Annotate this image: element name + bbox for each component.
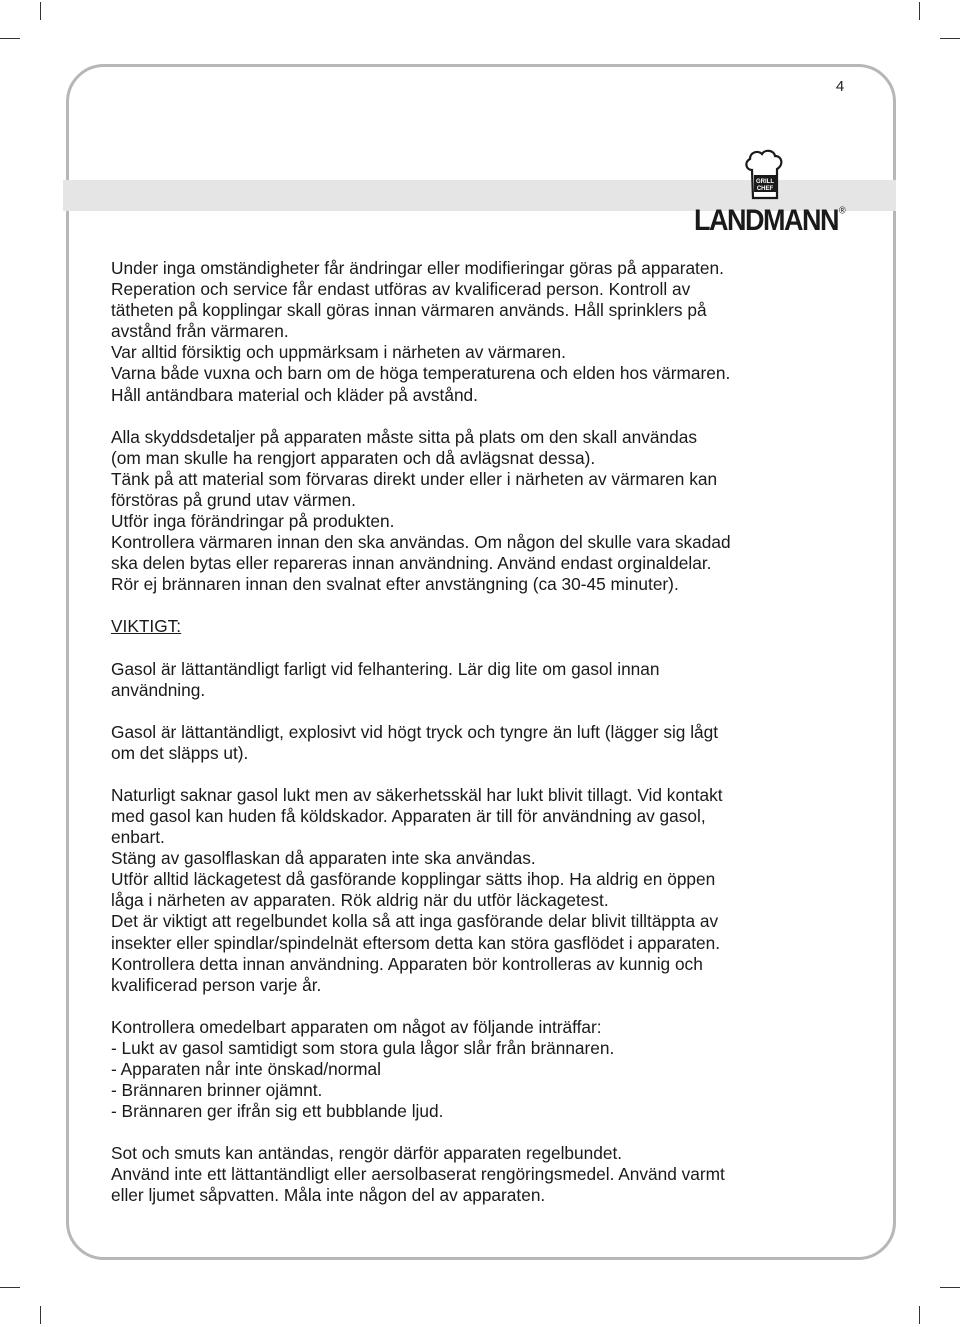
registered-mark: ® xyxy=(838,204,846,216)
text-line: om det släpps ut). xyxy=(111,742,249,763)
crop-mark xyxy=(0,38,20,39)
text-line: eller ljumet såpvatten. Måla inte någon del av apparaten. xyxy=(111,1185,546,1206)
crop-mark xyxy=(0,1287,20,1288)
svg-text:CHEF: CHEF xyxy=(756,186,774,192)
brand-logo xyxy=(694,203,846,237)
crop-mark xyxy=(40,1306,41,1324)
svg-text:GRILL: GRILL xyxy=(756,179,774,185)
text-line: Håll antändbara material och kläder på avstånd. xyxy=(111,384,478,405)
text-line: kvalificerad person varje år. xyxy=(111,974,322,995)
paragraph-gas-handling xyxy=(111,785,851,996)
list-item: - Lukt av gasol samtidigt som stora gula lågor slår från brännaren. xyxy=(111,1037,615,1058)
text-line: Använd inte ett lättantändligt eller aersolbaserat rengöringsmedel. Använd varmt xyxy=(111,1164,725,1185)
text-line: ska delen bytas eller repareras innan användning. Använd endast orginaldelar. xyxy=(111,553,712,574)
crop-mark xyxy=(40,2,41,20)
text-line: Gasol är lättantändligt, explosivt vid högt tryck och tyngre än luft (lägger sig lågt xyxy=(111,721,719,742)
text-line: (om man skulle ha rengjort apparaten och då avlägsnat dessa). xyxy=(111,447,596,468)
text-line: Gasol är lättantändligt farligt vid felhantering. Lär dig lite om gasol innan xyxy=(111,658,660,679)
paragraph-gas-flammable xyxy=(111,659,851,701)
text-line: Varna både vuxna och barn om de höga temperaturena och elden hos värmaren. xyxy=(111,363,731,384)
text-line: enbart. xyxy=(111,827,165,848)
text-line: Alla skyddsdetaljer på apparaten måste sitta på plats om den skall användas xyxy=(111,426,697,447)
brand-name: LANDMANN xyxy=(694,203,838,237)
text-line: Stäng av gasolflaskan då apparaten inte ska användas. xyxy=(111,848,536,869)
text-line: Kontrollera detta innan användning. Apparaten bör kontrolleras av kunnig och xyxy=(111,953,703,974)
text-line: låga i närheten av apparaten. Rök aldrig när du utför läckagetest. xyxy=(111,890,609,911)
list-item: - Apparaten når inte önskad/normal xyxy=(111,1059,381,1079)
crop-mark xyxy=(919,2,920,20)
text-line: Kontrollera omedelbart apparaten om något av följande inträffar: xyxy=(111,1016,602,1037)
text-line: Naturligt saknar gasol lukt men av säkerhetsskäl har lukt blivit tillagt. Vid kontakt xyxy=(111,784,723,805)
paragraph-protective-parts xyxy=(111,427,851,596)
text-line: Tänk på att material som förvaras direkt under eller i närheten av värmaren kan xyxy=(111,468,718,489)
paragraph-check-immediately xyxy=(111,1017,851,1122)
text-line: avstånd från värmaren. xyxy=(111,321,289,342)
text-line: Sot och smuts kan antändas, rengör därför apparaten regelbundet. xyxy=(111,1143,623,1164)
section-heading xyxy=(111,616,851,637)
list-item: - Brännaren brinner ojämnt. xyxy=(111,1080,323,1101)
crop-mark xyxy=(940,1287,960,1288)
text-line: Reperation och service får endast utföras av kvalificerad person. Kontroll av xyxy=(111,279,691,300)
text-line: Utför alltid läckagetest då gasförande kopplingar sätts ihop. Ha aldrig en öppen xyxy=(111,869,716,890)
text-line: med gasol kan huden få köldskador. Apparaten är till för användning av gasol, xyxy=(111,805,706,826)
text-line: Rör ej brännaren innan den svalnat efter anvstängning (ca 30-45 minuter). xyxy=(111,574,679,595)
text-line: Under inga omständigheter får ändringar eller modifieringar göras på apparaten. xyxy=(111,258,724,278)
text-line: förstöras på grund utav värmen. xyxy=(111,489,356,510)
crop-mark xyxy=(940,38,960,39)
page-number: 4 xyxy=(835,78,845,95)
text-line: tätheten på kopplingar skall göras innan värmaren används. Håll sprinklers på xyxy=(111,300,707,321)
document-body xyxy=(111,258,851,1207)
grill-chef-hat-icon xyxy=(744,148,784,200)
important-heading: VIKTIGT: xyxy=(111,616,182,637)
text-line: Utför inga förändringar på produkten. xyxy=(111,511,395,532)
text-line: Det är viktigt att regelbundet kolla så att inga gasförande delar blivit tilltäppta av xyxy=(111,911,719,932)
list-item: - Brännaren ger ifrån sig ett bubblande ljud. xyxy=(111,1101,444,1122)
text-line: Kontrollera värmaren innan den ska användas. Om någon del skulle vara skadad xyxy=(111,532,731,553)
paragraph-cleaning xyxy=(111,1143,851,1206)
paragraph-safety-general xyxy=(111,258,851,406)
paragraph-gas-explosive xyxy=(111,722,851,764)
text-line: insekter eller spindlar/spindelnät eftersom detta kan störa gasflödet i apparaten. xyxy=(111,932,721,953)
crop-mark xyxy=(919,1306,920,1324)
text-line: Var alltid försiktig och uppmärksam i närheten av värmaren. xyxy=(111,342,566,363)
text-line: användning. xyxy=(111,679,206,700)
